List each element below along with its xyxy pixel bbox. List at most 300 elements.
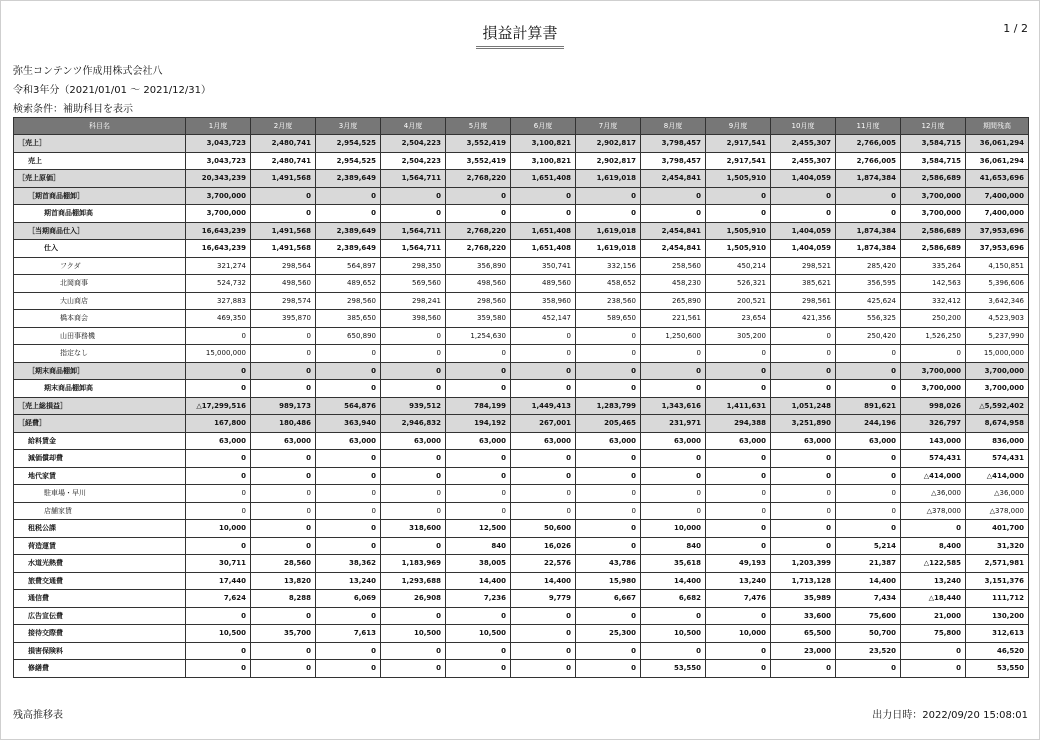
- period-balance-cell: 3,700,000: [966, 362, 1029, 380]
- monthly-amount-cell: 8,400: [901, 537, 966, 555]
- monthly-amount-cell: 2,768,220: [446, 240, 511, 258]
- monthly-amount-cell: 2,586,689: [901, 240, 966, 258]
- monthly-amount-cell: 327,883: [186, 292, 251, 310]
- monthly-amount-cell: 10,500: [641, 625, 706, 643]
- monthly-amount-cell: 0: [316, 537, 381, 555]
- table-row: [14, 572, 1029, 590]
- monthly-amount-cell: 385,650: [316, 310, 381, 328]
- monthly-amount-cell: 143,000: [901, 432, 966, 450]
- period-balance-cell: 130,200: [966, 607, 1029, 625]
- monthly-amount-cell: 5,214: [836, 537, 901, 555]
- monthly-amount-cell: 298,561: [771, 292, 836, 310]
- monthly-amount-cell: 356,890: [446, 257, 511, 275]
- monthly-amount-cell: 1,491,568: [251, 170, 316, 188]
- monthly-amount-cell: 2,954,525: [316, 152, 381, 170]
- column-header: 5月度: [446, 118, 511, 135]
- monthly-amount-cell: 0: [641, 450, 706, 468]
- monthly-amount-cell: 0: [316, 485, 381, 503]
- account-name-cell: 売上: [14, 152, 186, 170]
- table-row: [14, 467, 1029, 485]
- column-header: 9月度: [706, 118, 771, 135]
- monthly-amount-cell: 1,564,711: [381, 240, 446, 258]
- monthly-amount-cell: 0: [511, 467, 576, 485]
- monthly-amount-cell: 0: [576, 520, 641, 538]
- monthly-amount-cell: 0: [381, 607, 446, 625]
- monthly-amount-cell: 0: [446, 502, 511, 520]
- monthly-amount-cell: 3,552,419: [446, 135, 511, 153]
- column-header: 期間残高: [966, 118, 1029, 135]
- monthly-amount-cell: 0: [511, 380, 576, 398]
- monthly-amount-cell: 305,200: [706, 327, 771, 345]
- monthly-amount-cell: 335,264: [901, 257, 966, 275]
- monthly-amount-cell: 0: [641, 380, 706, 398]
- period-balance-cell: 111,712: [966, 590, 1029, 608]
- monthly-amount-cell: 0: [381, 345, 446, 363]
- monthly-amount-cell: 0: [641, 187, 706, 205]
- monthly-amount-cell: 1,404,059: [771, 222, 836, 240]
- table-row: [14, 607, 1029, 625]
- monthly-amount-cell: 2,586,689: [901, 222, 966, 240]
- monthly-amount-cell: 15,980: [576, 572, 641, 590]
- monthly-amount-cell: 14,400: [836, 572, 901, 590]
- monthly-amount-cell: 0: [576, 362, 641, 380]
- monthly-amount-cell: 0: [251, 485, 316, 503]
- monthly-amount-cell: 1,505,910: [706, 240, 771, 258]
- monthly-amount-cell: 53,550: [641, 660, 706, 678]
- monthly-amount-cell: 0: [901, 642, 966, 660]
- column-header: 3月度: [316, 118, 381, 135]
- table-row: [14, 485, 1029, 503]
- monthly-amount-cell: 3,700,000: [186, 205, 251, 223]
- monthly-amount-cell: 294,388: [706, 415, 771, 433]
- monthly-amount-cell: 0: [251, 502, 316, 520]
- monthly-amount-cell: 0: [771, 187, 836, 205]
- monthly-amount-cell: 0: [641, 205, 706, 223]
- monthly-amount-cell: 0: [511, 345, 576, 363]
- monthly-amount-cell: △18,440: [901, 590, 966, 608]
- period-balance-cell: 3,642,346: [966, 292, 1029, 310]
- monthly-amount-cell: 63,000: [251, 432, 316, 450]
- monthly-amount-cell: 0: [511, 660, 576, 678]
- period-balance-cell: △36,000: [966, 485, 1029, 503]
- table-row: [14, 432, 1029, 450]
- monthly-amount-cell: 0: [836, 187, 901, 205]
- monthly-amount-cell: 0: [706, 362, 771, 380]
- monthly-amount-cell: 569,560: [381, 275, 446, 293]
- monthly-amount-cell: 0: [771, 467, 836, 485]
- monthly-amount-cell: 7,434: [836, 590, 901, 608]
- table-row: [14, 187, 1029, 205]
- monthly-amount-cell: 265,890: [641, 292, 706, 310]
- table-row: [14, 520, 1029, 538]
- monthly-amount-cell: 0: [316, 607, 381, 625]
- monthly-amount-cell: 2,917,541: [706, 152, 771, 170]
- account-name-cell: 損害保険料: [14, 642, 186, 660]
- monthly-amount-cell: 10,000: [706, 625, 771, 643]
- monthly-amount-cell: 1,343,616: [641, 397, 706, 415]
- period-balance-cell: 7,400,000: [966, 205, 1029, 223]
- period-balance-cell: 4,150,851: [966, 257, 1029, 275]
- account-name-cell: 広告宣伝費: [14, 607, 186, 625]
- monthly-amount-cell: 425,624: [836, 292, 901, 310]
- period-balance-cell: 41,653,696: [966, 170, 1029, 188]
- monthly-amount-cell: 0: [186, 380, 251, 398]
- table-row: [14, 135, 1029, 153]
- monthly-amount-cell: 7,624: [186, 590, 251, 608]
- table-row: [14, 537, 1029, 555]
- period-balance-cell: 37,953,696: [966, 240, 1029, 258]
- monthly-amount-cell: 1,564,711: [381, 222, 446, 240]
- monthly-amount-cell: 6,667: [576, 590, 641, 608]
- monthly-amount-cell: 0: [446, 450, 511, 468]
- monthly-amount-cell: 23,520: [836, 642, 901, 660]
- monthly-amount-cell: 298,521: [771, 257, 836, 275]
- table-row: [14, 257, 1029, 275]
- monthly-amount-cell: 0: [316, 660, 381, 678]
- monthly-amount-cell: 0: [251, 607, 316, 625]
- monthly-amount-cell: △378,000: [901, 502, 966, 520]
- column-header-account: 科目名: [14, 118, 186, 135]
- monthly-amount-cell: 1,874,384: [836, 240, 901, 258]
- monthly-amount-cell: 0: [511, 502, 576, 520]
- monthly-amount-cell: 524,732: [186, 275, 251, 293]
- monthly-amount-cell: 0: [381, 187, 446, 205]
- report-period: 令和3年分（2021/01/01 ～ 2021/12/31）: [13, 85, 211, 96]
- table-row: [14, 380, 1029, 398]
- monthly-amount-cell: 0: [576, 607, 641, 625]
- monthly-amount-cell: 0: [381, 205, 446, 223]
- monthly-amount-cell: 2,768,220: [446, 170, 511, 188]
- monthly-amount-cell: 2,389,649: [316, 222, 381, 240]
- period-balance-cell: 37,953,696: [966, 222, 1029, 240]
- monthly-amount-cell: 1,874,384: [836, 222, 901, 240]
- footer-report-name: 残高推移表: [13, 710, 63, 721]
- monthly-amount-cell: 1,254,630: [446, 327, 511, 345]
- monthly-amount-cell: 298,574: [251, 292, 316, 310]
- monthly-amount-cell: 0: [771, 362, 836, 380]
- period-balance-cell: 4,523,903: [966, 310, 1029, 328]
- monthly-amount-cell: 298,350: [381, 257, 446, 275]
- monthly-amount-cell: 205,465: [576, 415, 641, 433]
- monthly-amount-cell: 321,274: [186, 257, 251, 275]
- monthly-amount-cell: 6,682: [641, 590, 706, 608]
- column-header: 12月度: [901, 118, 966, 135]
- monthly-amount-cell: 0: [641, 502, 706, 520]
- monthly-amount-cell: 50,600: [511, 520, 576, 538]
- monthly-amount-cell: 238,560: [576, 292, 641, 310]
- monthly-amount-cell: 498,560: [446, 275, 511, 293]
- monthly-amount-cell: 3,700,000: [901, 187, 966, 205]
- monthly-amount-cell: 1,713,128: [771, 572, 836, 590]
- monthly-amount-cell: 0: [251, 520, 316, 538]
- monthly-amount-cell: 13,240: [706, 572, 771, 590]
- monthly-amount-cell: 1,404,059: [771, 170, 836, 188]
- account-name-cell: 橋本商会: [14, 310, 186, 328]
- monthly-amount-cell: 0: [771, 327, 836, 345]
- monthly-amount-cell: 2,480,741: [251, 152, 316, 170]
- monthly-amount-cell: 0: [706, 537, 771, 555]
- monthly-amount-cell: 0: [576, 380, 641, 398]
- table-row: [14, 152, 1029, 170]
- monthly-amount-cell: 1,293,688: [381, 572, 446, 590]
- monthly-amount-cell: 0: [511, 607, 576, 625]
- period-balance-cell: 46,520: [966, 642, 1029, 660]
- monthly-amount-cell: 0: [641, 467, 706, 485]
- account-name-cell: 仕入: [14, 240, 186, 258]
- monthly-amount-cell: 38,362: [316, 555, 381, 573]
- period-balance-cell: 5,396,606: [966, 275, 1029, 293]
- monthly-amount-cell: 0: [576, 537, 641, 555]
- monthly-amount-cell: 450,214: [706, 257, 771, 275]
- monthly-amount-cell: 0: [511, 187, 576, 205]
- monthly-amount-cell: 21,387: [836, 555, 901, 573]
- table-body: [14, 135, 1029, 678]
- monthly-amount-cell: 0: [836, 450, 901, 468]
- monthly-amount-cell: 350,741: [511, 257, 576, 275]
- monthly-amount-cell: 0: [316, 467, 381, 485]
- monthly-amount-cell: 3,584,715: [901, 152, 966, 170]
- monthly-amount-cell: 0: [251, 380, 316, 398]
- monthly-amount-cell: 1,619,018: [576, 240, 641, 258]
- monthly-amount-cell: 298,564: [251, 257, 316, 275]
- account-name-cell: ［期首商品棚卸］: [14, 187, 186, 205]
- table-row: [14, 362, 1029, 380]
- monthly-amount-cell: 891,621: [836, 397, 901, 415]
- monthly-amount-cell: 258,560: [641, 257, 706, 275]
- period-balance-cell: 574,431: [966, 450, 1029, 468]
- monthly-amount-cell: 1,651,408: [511, 170, 576, 188]
- account-name-cell: 租税公課: [14, 520, 186, 538]
- monthly-amount-cell: 1,874,384: [836, 170, 901, 188]
- monthly-amount-cell: 452,147: [511, 310, 576, 328]
- monthly-amount-cell: 840: [446, 537, 511, 555]
- page-number: 1 / 2: [1003, 22, 1028, 35]
- monthly-amount-cell: 0: [381, 537, 446, 555]
- account-name-cell: ［売上］: [14, 135, 186, 153]
- monthly-amount-cell: 458,230: [641, 275, 706, 293]
- monthly-amount-cell: 2,504,223: [381, 152, 446, 170]
- monthly-amount-cell: 0: [576, 660, 641, 678]
- monthly-amount-cell: 0: [901, 660, 966, 678]
- monthly-amount-cell: 7,236: [446, 590, 511, 608]
- monthly-amount-cell: 0: [186, 450, 251, 468]
- monthly-amount-cell: 0: [771, 537, 836, 555]
- column-header: 4月度: [381, 118, 446, 135]
- monthly-amount-cell: 0: [576, 187, 641, 205]
- monthly-amount-cell: 298,560: [316, 292, 381, 310]
- monthly-amount-cell: 326,797: [901, 415, 966, 433]
- monthly-amount-cell: 0: [446, 362, 511, 380]
- monthly-amount-cell: 1,203,399: [771, 555, 836, 573]
- monthly-amount-cell: 2,902,817: [576, 152, 641, 170]
- monthly-amount-cell: 298,560: [446, 292, 511, 310]
- monthly-amount-cell: 0: [251, 537, 316, 555]
- monthly-amount-cell: 564,876: [316, 397, 381, 415]
- search-condition: 検索条件：補助科目を表示: [13, 104, 133, 115]
- monthly-amount-cell: 63,000: [446, 432, 511, 450]
- monthly-amount-cell: 2,504,223: [381, 135, 446, 153]
- monthly-amount-cell: 231,971: [641, 415, 706, 433]
- monthly-amount-cell: 498,560: [251, 275, 316, 293]
- monthly-amount-cell: 2,902,817: [576, 135, 641, 153]
- monthly-amount-cell: 8,288: [251, 590, 316, 608]
- monthly-amount-cell: 13,240: [901, 572, 966, 590]
- monthly-amount-cell: 0: [511, 625, 576, 643]
- monthly-amount-cell: 0: [836, 502, 901, 520]
- table-row: [14, 170, 1029, 188]
- monthly-amount-cell: 0: [186, 642, 251, 660]
- monthly-amount-cell: △36,000: [901, 485, 966, 503]
- monthly-amount-cell: 3,043,723: [186, 135, 251, 153]
- monthly-amount-cell: 35,989: [771, 590, 836, 608]
- monthly-amount-cell: 0: [706, 485, 771, 503]
- monthly-amount-cell: 0: [511, 362, 576, 380]
- monthly-amount-cell: 0: [316, 187, 381, 205]
- monthly-amount-cell: 14,400: [511, 572, 576, 590]
- monthly-amount-cell: 10,500: [446, 625, 511, 643]
- monthly-amount-cell: 2,389,649: [316, 170, 381, 188]
- monthly-amount-cell: 0: [316, 520, 381, 538]
- monthly-amount-cell: 63,000: [836, 432, 901, 450]
- monthly-amount-cell: 0: [316, 502, 381, 520]
- period-balance-cell: △414,000: [966, 467, 1029, 485]
- period-balance-cell: 836,000: [966, 432, 1029, 450]
- account-name-cell: 大山商店: [14, 292, 186, 310]
- monthly-amount-cell: 0: [251, 660, 316, 678]
- monthly-amount-cell: 1,619,018: [576, 170, 641, 188]
- period-balance-cell: 8,674,958: [966, 415, 1029, 433]
- monthly-amount-cell: 421,356: [771, 310, 836, 328]
- period-balance-cell: 15,000,000: [966, 345, 1029, 363]
- period-balance-cell: 401,700: [966, 520, 1029, 538]
- monthly-amount-cell: 16,026: [511, 537, 576, 555]
- monthly-amount-cell: 0: [771, 502, 836, 520]
- account-name-cell: 接待交際費: [14, 625, 186, 643]
- monthly-amount-cell: 0: [771, 660, 836, 678]
- monthly-amount-cell: 1,183,969: [381, 555, 446, 573]
- monthly-amount-cell: 0: [381, 450, 446, 468]
- monthly-amount-cell: 1,505,910: [706, 170, 771, 188]
- monthly-amount-cell: 1,411,631: [706, 397, 771, 415]
- monthly-amount-cell: 298,241: [381, 292, 446, 310]
- monthly-amount-cell: 63,000: [576, 432, 641, 450]
- monthly-amount-cell: 65,500: [771, 625, 836, 643]
- table-row: [14, 502, 1029, 520]
- monthly-amount-cell: 526,321: [706, 275, 771, 293]
- monthly-amount-cell: 17,440: [186, 572, 251, 590]
- monthly-amount-cell: 0: [446, 380, 511, 398]
- monthly-amount-cell: 3,043,723: [186, 152, 251, 170]
- monthly-amount-cell: 469,350: [186, 310, 251, 328]
- monthly-amount-cell: 180,486: [251, 415, 316, 433]
- income-statement-table: [13, 117, 1029, 678]
- monthly-amount-cell: 0: [576, 450, 641, 468]
- monthly-amount-cell: 16,643,239: [186, 240, 251, 258]
- monthly-amount-cell: 0: [446, 345, 511, 363]
- account-name-cell: ［経費］: [14, 415, 186, 433]
- table-row: [14, 240, 1029, 258]
- monthly-amount-cell: 556,325: [836, 310, 901, 328]
- account-name-cell: ［当期商品仕入］: [14, 222, 186, 240]
- monthly-amount-cell: 0: [316, 380, 381, 398]
- monthly-amount-cell: 3,584,715: [901, 135, 966, 153]
- monthly-amount-cell: 43,786: [576, 555, 641, 573]
- monthly-amount-cell: 318,600: [381, 520, 446, 538]
- monthly-amount-cell: 989,173: [251, 397, 316, 415]
- account-name-cell: 通信費: [14, 590, 186, 608]
- monthly-amount-cell: 0: [706, 380, 771, 398]
- monthly-amount-cell: 63,000: [771, 432, 836, 450]
- table-row: [14, 660, 1029, 678]
- monthly-amount-cell: 38,005: [446, 555, 511, 573]
- monthly-amount-cell: 13,240: [316, 572, 381, 590]
- monthly-amount-cell: 23,000: [771, 642, 836, 660]
- monthly-amount-cell: 244,196: [836, 415, 901, 433]
- monthly-amount-cell: 0: [901, 345, 966, 363]
- monthly-amount-cell: 0: [186, 362, 251, 380]
- monthly-amount-cell: 12,500: [446, 520, 511, 538]
- monthly-amount-cell: 20,343,239: [186, 170, 251, 188]
- monthly-amount-cell: 0: [641, 642, 706, 660]
- monthly-amount-cell: 0: [706, 502, 771, 520]
- period-balance-cell: 3,151,376: [966, 572, 1029, 590]
- monthly-amount-cell: 0: [576, 642, 641, 660]
- account-name-cell: 給料賃金: [14, 432, 186, 450]
- monthly-amount-cell: 10,500: [186, 625, 251, 643]
- monthly-amount-cell: 0: [381, 660, 446, 678]
- monthly-amount-cell: 0: [641, 607, 706, 625]
- monthly-amount-cell: 63,000: [706, 432, 771, 450]
- monthly-amount-cell: 2,586,689: [901, 170, 966, 188]
- column-header: 10月度: [771, 118, 836, 135]
- column-header: 1月度: [186, 118, 251, 135]
- monthly-amount-cell: 1,404,059: [771, 240, 836, 258]
- monthly-amount-cell: 0: [446, 467, 511, 485]
- monthly-amount-cell: 142,563: [901, 275, 966, 293]
- account-name-cell: 減価償却費: [14, 450, 186, 468]
- monthly-amount-cell: 0: [446, 485, 511, 503]
- monthly-amount-cell: 0: [706, 467, 771, 485]
- account-name-cell: ［売上総損益］: [14, 397, 186, 415]
- monthly-amount-cell: 0: [251, 450, 316, 468]
- monthly-amount-cell: 33,600: [771, 607, 836, 625]
- monthly-amount-cell: 0: [641, 485, 706, 503]
- monthly-amount-cell: 784,199: [446, 397, 511, 415]
- monthly-amount-cell: 3,700,000: [186, 187, 251, 205]
- table-row: [14, 222, 1029, 240]
- monthly-amount-cell: 0: [381, 642, 446, 660]
- monthly-amount-cell: 285,420: [836, 257, 901, 275]
- monthly-amount-cell: 2,768,220: [446, 222, 511, 240]
- monthly-amount-cell: 23,654: [706, 310, 771, 328]
- monthly-amount-cell: 2,766,005: [836, 152, 901, 170]
- period-balance-cell: 36,061,294: [966, 135, 1029, 153]
- monthly-amount-cell: 10,000: [186, 520, 251, 538]
- monthly-amount-cell: 0: [381, 485, 446, 503]
- monthly-amount-cell: 395,870: [251, 310, 316, 328]
- period-balance-cell: 5,237,990: [966, 327, 1029, 345]
- monthly-amount-cell: 3,251,890: [771, 415, 836, 433]
- monthly-amount-cell: 75,600: [836, 607, 901, 625]
- monthly-amount-cell: 650,890: [316, 327, 381, 345]
- monthly-amount-cell: 385,621: [771, 275, 836, 293]
- report-title-text: 損益計算書: [476, 22, 563, 49]
- monthly-amount-cell: 0: [251, 467, 316, 485]
- monthly-amount-cell: 0: [836, 467, 901, 485]
- period-balance-cell: △378,000: [966, 502, 1029, 520]
- account-name-cell: 山田事務機: [14, 327, 186, 345]
- table-row: [14, 642, 1029, 660]
